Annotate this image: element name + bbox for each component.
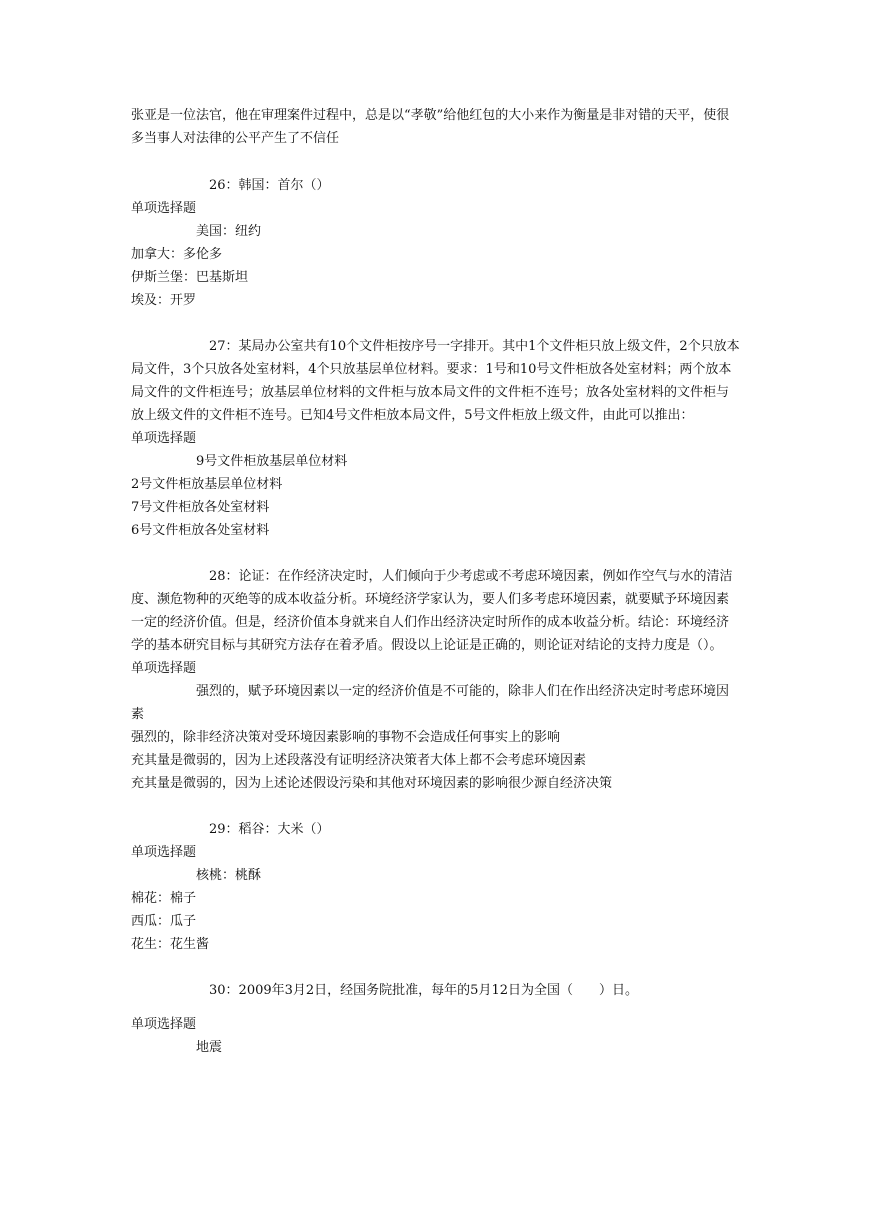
question-type-label: 单项选择题: [131, 431, 197, 446]
question-29: [131, 818, 741, 956]
option-b: 加拿大：多伦多: [131, 247, 223, 262]
option-d: 充其量是微弱的，因为上述论述假设污染和其他对环境因素的影响很少源自经济决策: [131, 776, 613, 791]
question-stem: 27：某局办公室共有10个文件柜按序号一字排开。其中1个文件柜只放上级文件，2个只放本局文件，3个只放各处室材料，4个只放基层单位材料。要求：1号和10号文件柜放各处室材料；两个放本局文件的文件柜连号；放基层单位材料的文件柜与放本局文件的文件柜不连号；放各处室材料的文件柜与放上级文件的文件柜不连号。已知4号文件柜放本局文件，5号文件柜放上级文件，由此可以推出：: [131, 339, 740, 423]
option-b: 2号文件柜放基层单位材料: [131, 477, 283, 492]
option-c: 充其量是微弱的，因为上述段落没有证明经济决策者大体上都不会考虑环境因素: [131, 753, 587, 768]
option-a: 美国：纽约: [196, 224, 262, 239]
question-type-label: 单项选择题: [131, 1017, 197, 1032]
option-c: 7号文件柜放各处室材料: [131, 500, 270, 515]
question-type-label: 单项选择题: [131, 845, 197, 860]
option-a: 9号文件柜放基层单位材料: [196, 454, 348, 469]
option-c: 伊斯兰堡：巴基斯坦: [131, 270, 249, 285]
option-a: 核桃：桃酥: [196, 868, 262, 883]
question-stem: 29：稻谷：大米（）: [209, 822, 330, 837]
option-a: 强烈的，赋予环境因素以一定的经济价值是不可能的，除非人们在作出经济决定时考虑环境因素: [131, 684, 730, 722]
question-28: [131, 565, 741, 795]
question-27: [131, 335, 741, 542]
option-b: 棉花：棉子: [131, 891, 197, 906]
question-30: [131, 979, 741, 1059]
option-d: 花生：花生酱: [131, 937, 210, 952]
document-body: [131, 104, 741, 1059]
option-c: 西瓜：瓜子: [131, 914, 197, 929]
question-stem: 28：论证：在作经济决定时，人们倾向于少考虑或不考虑环境因素，例如作空气与水的清洁度、濒危物种的灭绝等的成本收益分析。环境经济学家认为，要人们多考虑环境因素，就要赋予环境因素一定的经济价值。但是，经济价值本身就来自人们作出经济决定时所作的成本收益分析。结论：环境经济学的基本研究目标与其研究方法存在着矛盾。假设以上论证是正确的，则论证对结论的支持力度是（）。: [131, 569, 733, 653]
option-d: 6号文件柜放各处室材料: [131, 523, 270, 538]
question-26: [131, 174, 741, 312]
question-stem: 26：韩国：首尔（）: [209, 178, 330, 193]
lead-paragraph: 张亚是一位法官，他在审理案件过程中，总是以“孝敬”给他红包的大小来作为衡量是非对错的天平，使很多当事人对法律的公平产生了不信任: [131, 108, 730, 146]
option-b: 强烈的，除非经济决策对受环境因素影响的事物不会造成任何事实上的影响: [131, 730, 561, 745]
option-a: 地震: [196, 1040, 223, 1055]
question-type-label: 单项选择题: [131, 661, 197, 676]
option-d: 埃及：开罗: [131, 293, 197, 308]
question-stem: 30：2009年3月2日，经国务院批准，每年的5月12日为全国（ ）日。: [209, 983, 638, 998]
question-type-label: 单项选择题: [131, 201, 197, 216]
